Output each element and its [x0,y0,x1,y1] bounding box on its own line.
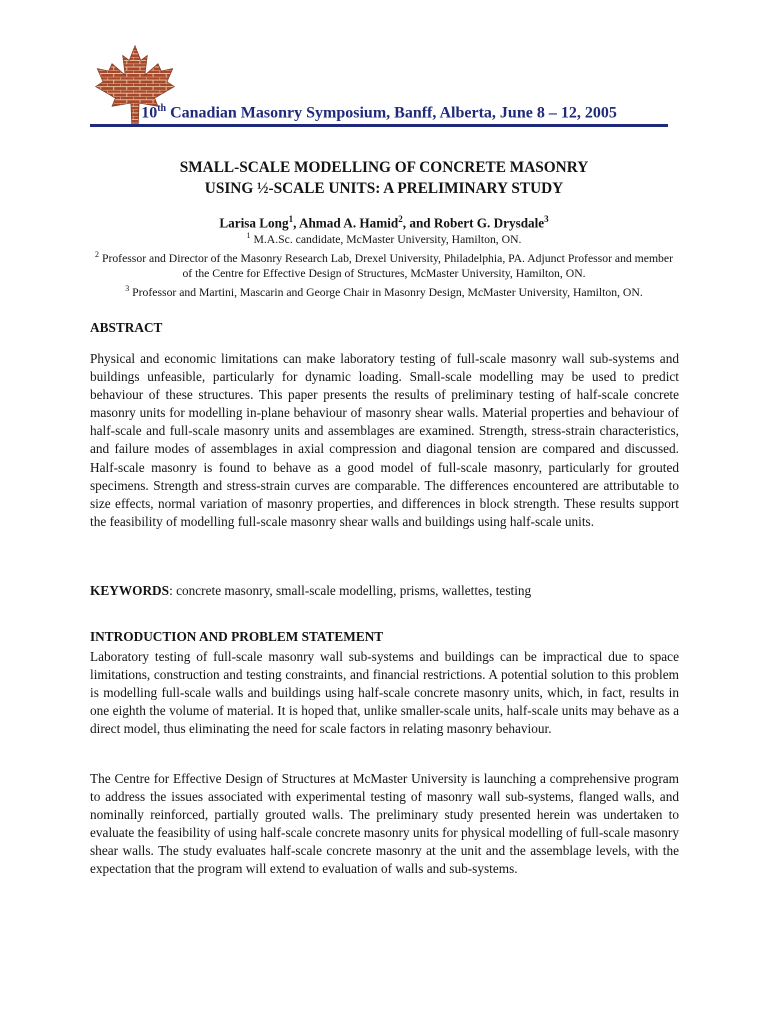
title-line-2: USING ½-SCALE UNITS: A PRELIMINARY STUDY [204,180,564,197]
abstract-heading: ABSTRACT [90,320,163,335]
symposium-header [90,103,668,122]
introduction-heading: INTRODUCTION AND PROBLEM STATEMENT [90,629,384,644]
affiliation-mark: 2 [95,249,100,259]
keywords-line [90,582,679,600]
author-mark: 2 [398,214,403,224]
introduction-paragraph-1: Laboratory testing of full-scale masonry wall sub-systems and buildings can be impractical due to space limitations, construction and testing constraints, and financial restrictions. A potential solution to this problem is modelling full-scale walls and buildings using half-scale concrete masonry units, which, in fact, results in one eighth the volume of material. It is hoped that, unlike smaller-scale units, half-scale units may behave as a direct model, thus eliminating the need for scale factors in relating masonry behaviour. [90,649,679,737]
affiliation-item [90,228,678,247]
ordinal-number: 10 [141,104,158,122]
author-mark: 3 [544,214,549,224]
title-line-1: SMALL-SCALE MODELLING OF CONCRETE MASONRY [179,159,589,176]
affiliation-mark: 1 [246,231,251,240]
affiliation-text: Professor and Martini, Mascarin and George Chair in Masonry Design, McMaster University, Hamilton, ON. [129,285,643,299]
author-name: Ahmad A. Hamid [298,215,399,231]
keywords-text: : concrete masonry, small-scale modelling, prisms, wallettes, testing [169,583,532,598]
affiliation-list [90,228,678,300]
abstract-text: Physical and economic limitations can make laboratory testing of full-scale masonry wall sub-systems and buildings unfeasible, particularly for dynamic loading. Small-scale modelling may be used to predict behaviour of these structures. This paper presents the results of preliminary testing of half-scale concrete masonry units for modelling in-plane behaviour of masonry shear walls. Material properties and behaviour of half-scale and full-scale masonry units and assemblages are examined. Strength, stress-strain characteristics, and failure modes of assemblages in axial compression and diagonal tension are compared and discussed. Half-scale masonry is found to behave as a good model of full-scale masonry, particularly for grouted specimens. Strength and stress-strain curves are comparable. The differences encountered are attributable to size effects, normal variation of masonry properties, and differences in block strength. These results support the feasibility of modelling full-scale masonry shear walls and buildings using half-scale units. [90,351,679,529]
author-mark: 1 [288,214,294,224]
affiliation-item [90,281,678,300]
author-name: Robert G. Drysdale [433,215,545,231]
affiliation-mark: 3 [125,283,130,293]
introduction-paragraph-2: The Centre for Effective Design of Structures at McMaster University is launching a comprehensive program to address the issues associated with experimental testing of masonry wall sub-systems, flanged walls, and nominally reinforced, partially grouted walls. The preliminary study presented herein was undertaken to evaluate the feasibility of using half-scale concrete masonry units for physical modelling of full-scale masonry shear walls. The study evaluates half-scale concrete masonry at the unit and the assemblage levels, with the expectation that the program will extend to evaluation of walls and sub-systems. [90,771,679,877]
keywords-label: KEYWORDS [90,583,170,598]
affiliation-item [90,247,678,281]
author-separator: , and [402,215,434,231]
header-rule [90,124,668,127]
author-name: Larisa Long [219,215,289,231]
author-separator: , [293,215,299,231]
affiliation-text: Professor and Director of the Masonry Research Lab, Drexel University, Philadelphia, PA. Adjunct Professor and member of the Centre for Effective Design of Structures, McMaster University, Hamilton, ON. [99,251,673,280]
ordinal-suffix: th [157,103,167,114]
paper-title [90,157,678,199]
symposium-name: Canadian Masonry Symposium, Banff, Alberta, June 8 – 12, 2005 [166,104,617,122]
affiliation-text: M.A.Sc. candidate, McMaster University, Hamilton, ON. [250,232,522,246]
